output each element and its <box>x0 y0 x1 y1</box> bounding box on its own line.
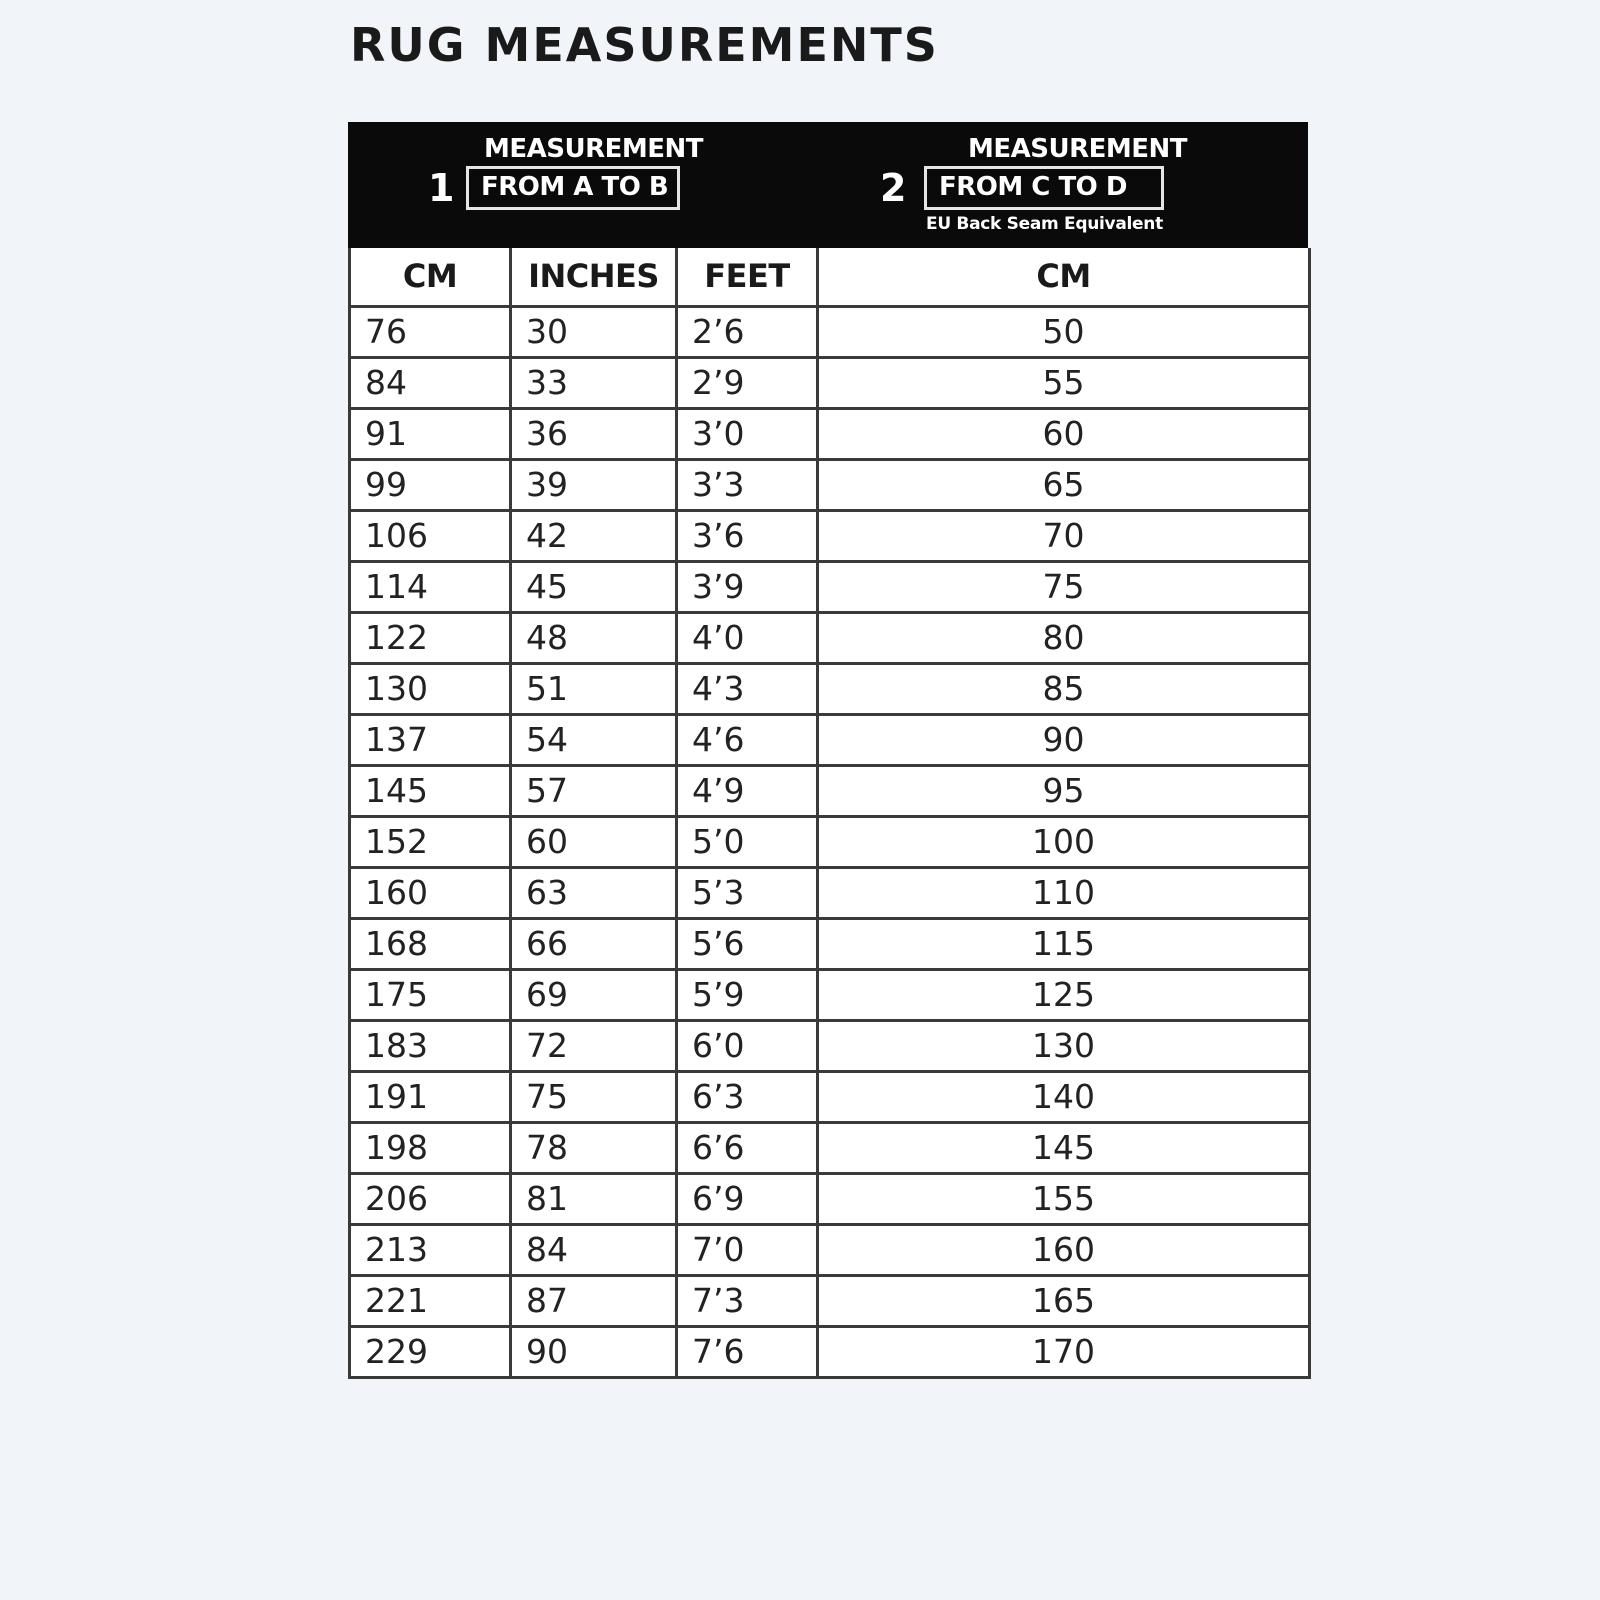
cell-feet: 2’9 <box>677 357 818 408</box>
table-row <box>350 408 1310 459</box>
table-row <box>350 612 1310 663</box>
table-row <box>350 1224 1310 1275</box>
table-row <box>350 357 1310 408</box>
cell-feet: 3’3 <box>677 459 818 510</box>
size-table <box>348 248 1311 1379</box>
cell-cm: 152 <box>350 816 511 867</box>
cell-inches: 36 <box>511 408 677 459</box>
table-row <box>350 510 1310 561</box>
cell-cm-eu: 50 <box>818 306 1310 357</box>
cell-feet: 4’9 <box>677 765 818 816</box>
cell-inches: 42 <box>511 510 677 561</box>
cell-feet: 7’6 <box>677 1326 818 1377</box>
cell-cm: 229 <box>350 1326 511 1377</box>
table-row <box>350 1275 1310 1326</box>
table-body <box>350 306 1310 1377</box>
cell-feet: 4’6 <box>677 714 818 765</box>
measurement-1-number: 1 <box>428 166 455 210</box>
cell-cm-eu: 55 <box>818 357 1310 408</box>
table-row <box>350 714 1310 765</box>
cell-cm-eu: 90 <box>818 714 1310 765</box>
column-header-cm: CM <box>350 248 511 306</box>
table-row <box>350 306 1310 357</box>
cell-inches: 39 <box>511 459 677 510</box>
cell-inches: 33 <box>511 357 677 408</box>
column-header-inches: INCHES <box>511 248 677 306</box>
measurement-2-range: FROM C TO D <box>924 166 1164 210</box>
measurement-table <box>348 122 1308 1379</box>
table-row <box>350 867 1310 918</box>
cell-inches: 63 <box>511 867 677 918</box>
cell-cm-eu: 170 <box>818 1326 1310 1377</box>
cell-cm-eu: 70 <box>818 510 1310 561</box>
cell-cm: 206 <box>350 1173 511 1224</box>
table-row <box>350 459 1310 510</box>
cell-cm: 114 <box>350 561 511 612</box>
cell-cm-eu: 85 <box>818 663 1310 714</box>
cell-inches: 81 <box>511 1173 677 1224</box>
cell-feet: 6’6 <box>677 1122 818 1173</box>
cell-inches: 72 <box>511 1020 677 1071</box>
cell-inches: 75 <box>511 1071 677 1122</box>
cell-cm-eu: 110 <box>818 867 1310 918</box>
cell-feet: 5’0 <box>677 816 818 867</box>
cell-feet: 3’6 <box>677 510 818 561</box>
cell-feet: 7’0 <box>677 1224 818 1275</box>
table-row <box>350 1173 1310 1224</box>
cell-inches: 57 <box>511 765 677 816</box>
cell-inches: 90 <box>511 1326 677 1377</box>
cell-inches: 84 <box>511 1224 677 1275</box>
measurement-2-note: EU Back Seam Equivalent <box>926 214 1163 234</box>
cell-cm-eu: 115 <box>818 918 1310 969</box>
cell-cm: 183 <box>350 1020 511 1071</box>
cell-cm: 145 <box>350 765 511 816</box>
cell-cm: 221 <box>350 1275 511 1326</box>
cell-cm-eu: 65 <box>818 459 1310 510</box>
table-row <box>350 918 1310 969</box>
measurement-2-number: 2 <box>880 166 907 210</box>
cell-cm: 191 <box>350 1071 511 1122</box>
cell-cm: 106 <box>350 510 511 561</box>
cell-cm: 175 <box>350 969 511 1020</box>
cell-cm-eu: 75 <box>818 561 1310 612</box>
table-row <box>350 1326 1310 1377</box>
table-row <box>350 969 1310 1020</box>
cell-inches: 78 <box>511 1122 677 1173</box>
cell-inches: 48 <box>511 612 677 663</box>
cell-cm: 160 <box>350 867 511 918</box>
cell-cm-eu: 60 <box>818 408 1310 459</box>
cell-feet: 5’6 <box>677 918 818 969</box>
cell-inches: 60 <box>511 816 677 867</box>
cell-inches: 51 <box>511 663 677 714</box>
column-header-cm-eu: CM <box>818 248 1310 306</box>
table-row <box>350 816 1310 867</box>
cell-feet: 4’0 <box>677 612 818 663</box>
cell-cm: 84 <box>350 357 511 408</box>
cell-cm-eu: 140 <box>818 1071 1310 1122</box>
cell-inches: 54 <box>511 714 677 765</box>
measurement-2-label: MEASUREMENT <box>968 134 1188 164</box>
page-title: RUG MEASUREMENTS <box>350 18 939 72</box>
cell-inches: 66 <box>511 918 677 969</box>
cell-cm: 137 <box>350 714 511 765</box>
cell-cm-eu: 165 <box>818 1275 1310 1326</box>
cell-inches: 69 <box>511 969 677 1020</box>
cell-cm: 91 <box>350 408 511 459</box>
cell-cm-eu: 80 <box>818 612 1310 663</box>
cell-cm: 76 <box>350 306 511 357</box>
cell-cm: 130 <box>350 663 511 714</box>
cell-feet: 4’3 <box>677 663 818 714</box>
table-row <box>350 1122 1310 1173</box>
cell-feet: 2’6 <box>677 306 818 357</box>
cell-cm: 99 <box>350 459 511 510</box>
cell-cm-eu: 100 <box>818 816 1310 867</box>
cell-cm-eu: 125 <box>818 969 1310 1020</box>
measurement-1-label: MEASUREMENT <box>484 134 704 164</box>
column-header-row <box>350 248 1310 306</box>
cell-feet: 3’0 <box>677 408 818 459</box>
cell-cm-eu: 160 <box>818 1224 1310 1275</box>
table-row <box>350 1071 1310 1122</box>
cell-cm-eu: 145 <box>818 1122 1310 1173</box>
cell-cm: 213 <box>350 1224 511 1275</box>
cell-inches: 30 <box>511 306 677 357</box>
column-header-feet: FEET <box>677 248 818 306</box>
cell-feet: 6’0 <box>677 1020 818 1071</box>
table-row <box>350 663 1310 714</box>
cell-cm: 122 <box>350 612 511 663</box>
table-header-band <box>348 122 1308 248</box>
cell-feet: 6’9 <box>677 1173 818 1224</box>
cell-feet: 6’3 <box>677 1071 818 1122</box>
cell-inches: 87 <box>511 1275 677 1326</box>
cell-feet: 7’3 <box>677 1275 818 1326</box>
cell-cm: 168 <box>350 918 511 969</box>
cell-cm: 198 <box>350 1122 511 1173</box>
cell-cm-eu: 130 <box>818 1020 1310 1071</box>
cell-cm-eu: 95 <box>818 765 1310 816</box>
cell-cm-eu: 155 <box>818 1173 1310 1224</box>
cell-feet: 5’9 <box>677 969 818 1020</box>
table-row <box>350 561 1310 612</box>
cell-feet: 3’9 <box>677 561 818 612</box>
cell-inches: 45 <box>511 561 677 612</box>
measurement-1-range: FROM A TO B <box>466 166 680 210</box>
table-row <box>350 1020 1310 1071</box>
table-row <box>350 765 1310 816</box>
cell-feet: 5’3 <box>677 867 818 918</box>
